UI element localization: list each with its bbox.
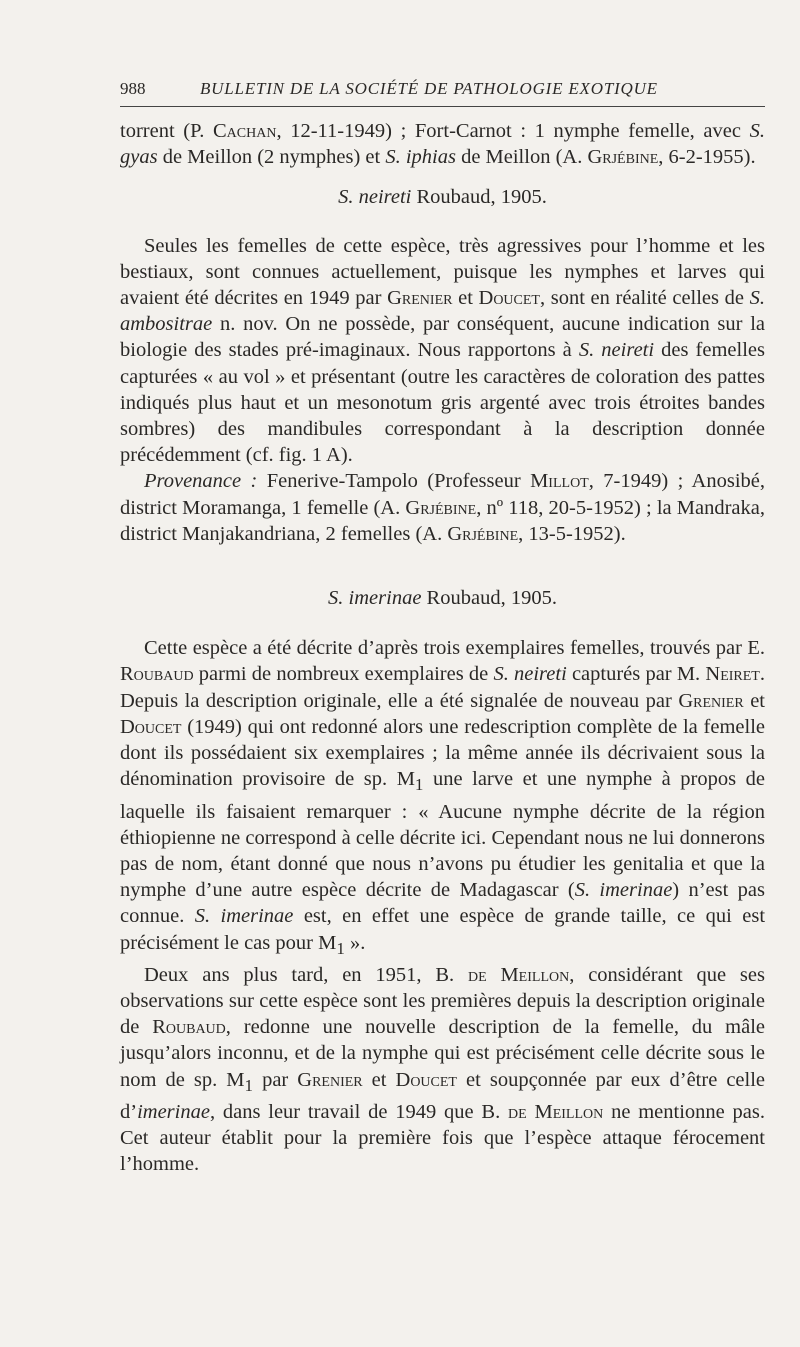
author-name: Grjébine (405, 496, 477, 519)
paragraph-imerinae-description: Cette espèce a été décrite d’après trois exemplaires femelles, trouvés par E. Roubaud parmi de nombreux exemplaires de S. neireti capturés par M. Neiret. Depuis la description originale, elle a été signalée de nouveau par Grenier et Doucet (1949) qui ont redonné alors une redescription complète de la femelle dont ils possédaient six exemplaires ; la même année ils décrivaient sous la dénomination provisoire de sp. $M_1$ une larve et une nymphe à propos de laquelle ils faisaient remarquer : « Aucune nymphe décrite de la région éthiopienne ne correspond à celle décrite ici. Cependant nous ne lui donnerons pas de nom, étant donné que nous n’avons pu étudier les genitalia et que la nymphe d’une autre espèce décrite de Madagascar (S. imerinae) n’est pas connue. S. imerinae est, en effet une espèce de grande taille, ce qui est précisément le cas pour $M_1$ ». (120, 637, 766, 958)
paragraph-de-meillon: Deux ans plus tard, en 1951, B. de Meillon, considérant que ses observations sur cette espèce sont les premières depuis la description originale de Roubaud, redonne une nouvelle description de la femelle, du mâle jusqu’alors inconnu, et de la nymphe qui est précisément celle décrite sous le nom de sp. $M_1$ par Grenier et Doucet et soupçonnée par eux d’être celle d’imerinae, dans leur travail de 1949 que B. de Meillon ne mentionne pas. Cet auteur établit pour la première fois que l’espèce attaque férocement l’homme. (120, 963, 766, 1176)
species-heading-neireti (120, 184, 765, 210)
species-name: S. neireti (493, 663, 567, 686)
author-name: de Meillon (467, 963, 570, 986)
author-name: Doucet (395, 1068, 457, 1091)
heading-species: S. neireti (338, 186, 412, 209)
author-name: Grenier (387, 287, 453, 310)
heading-species: S. imerinae (328, 587, 422, 610)
provenance-label: Provenance : (144, 470, 258, 493)
author-name: Grjébine (587, 146, 659, 169)
author-name: Cachan (213, 120, 277, 142)
author-name: Grenier (678, 689, 744, 712)
species-name: S. imerinae (574, 879, 673, 902)
author-name: Grjébine (447, 522, 519, 545)
species-name: S. ambositrae (120, 287, 765, 336)
species-heading-imerinae (120, 585, 765, 611)
page-header (120, 78, 765, 107)
species-name: S. iphias (385, 146, 456, 169)
species-name: imerinae (137, 1100, 210, 1123)
subscript: 1 (336, 938, 345, 958)
subscript: 1 (414, 775, 424, 795)
running-title: BULLETIN DE LA SOCIÉTÉ DE PATHOLOGIE EXOTIQUE (200, 79, 658, 98)
author-name: Millot (530, 470, 589, 493)
article-body (120, 118, 765, 1178)
paragraph-neireti-description: Seules les femelles de cette espèce, très agressives pour l’homme et les bestiaux, sont connues actuellement, puisque les nymphes et larves qui avaient été décrites en 1949 par Grenier et Doucet, sont en réalité celles de S. ambositrae n. nov. On ne possède, par conséquent, aucune indication sur la biologie des stades pré-imaginaux. Nous rapportons à S. neireti des femelles capturées « au vol » et présentant (outre les caractères de coloration des pattes indiqués plus haut et un mesonotum gris argenté avec trois étroites bandes sombres) des mandibules correspondant à la description donnée précédemment (cf. fig. 1 A). (120, 234, 765, 467)
heading-author: Roubaud, 1905. (416, 186, 547, 209)
species-name: S. neireti (578, 339, 655, 362)
paragraph-continued: torrent (P. Cachan, 12-11-1949) ; Fort-Carnot : 1 nymphe femelle, avec S. gyas de Meillon (2 nymphes) et S. iphias de Meillon (A. Grjébine, 6-2-1955). (120, 120, 765, 169)
author-name: Grenier (297, 1068, 363, 1091)
species-name: S. imerinae (194, 905, 294, 928)
author-name: de Meillon (508, 1100, 604, 1123)
author-name: Roubaud (120, 663, 194, 686)
author-name: Doucet (478, 287, 540, 310)
author-name: Roubaud (152, 1016, 226, 1039)
heading-author: Roubaud, 1905. (426, 587, 557, 610)
author-name: Doucet (120, 715, 182, 738)
author-name: Neiret (705, 663, 760, 686)
subscript: 1 (244, 1075, 254, 1095)
species-name: S. gyas (120, 120, 765, 169)
paragraph-provenance: Provenance : Fenerive-Tampolo (Professeur Millot, 7-1949) ; Anosibé, district Moramanga, 1 femelle (A. Grjébine, nº 118, 20-5-1952) ; la Mandraka, district Manjakandriana, 2 femelles (A. Grjébine, 13-5-1952). (120, 470, 765, 545)
page-number: 988 (120, 79, 146, 98)
